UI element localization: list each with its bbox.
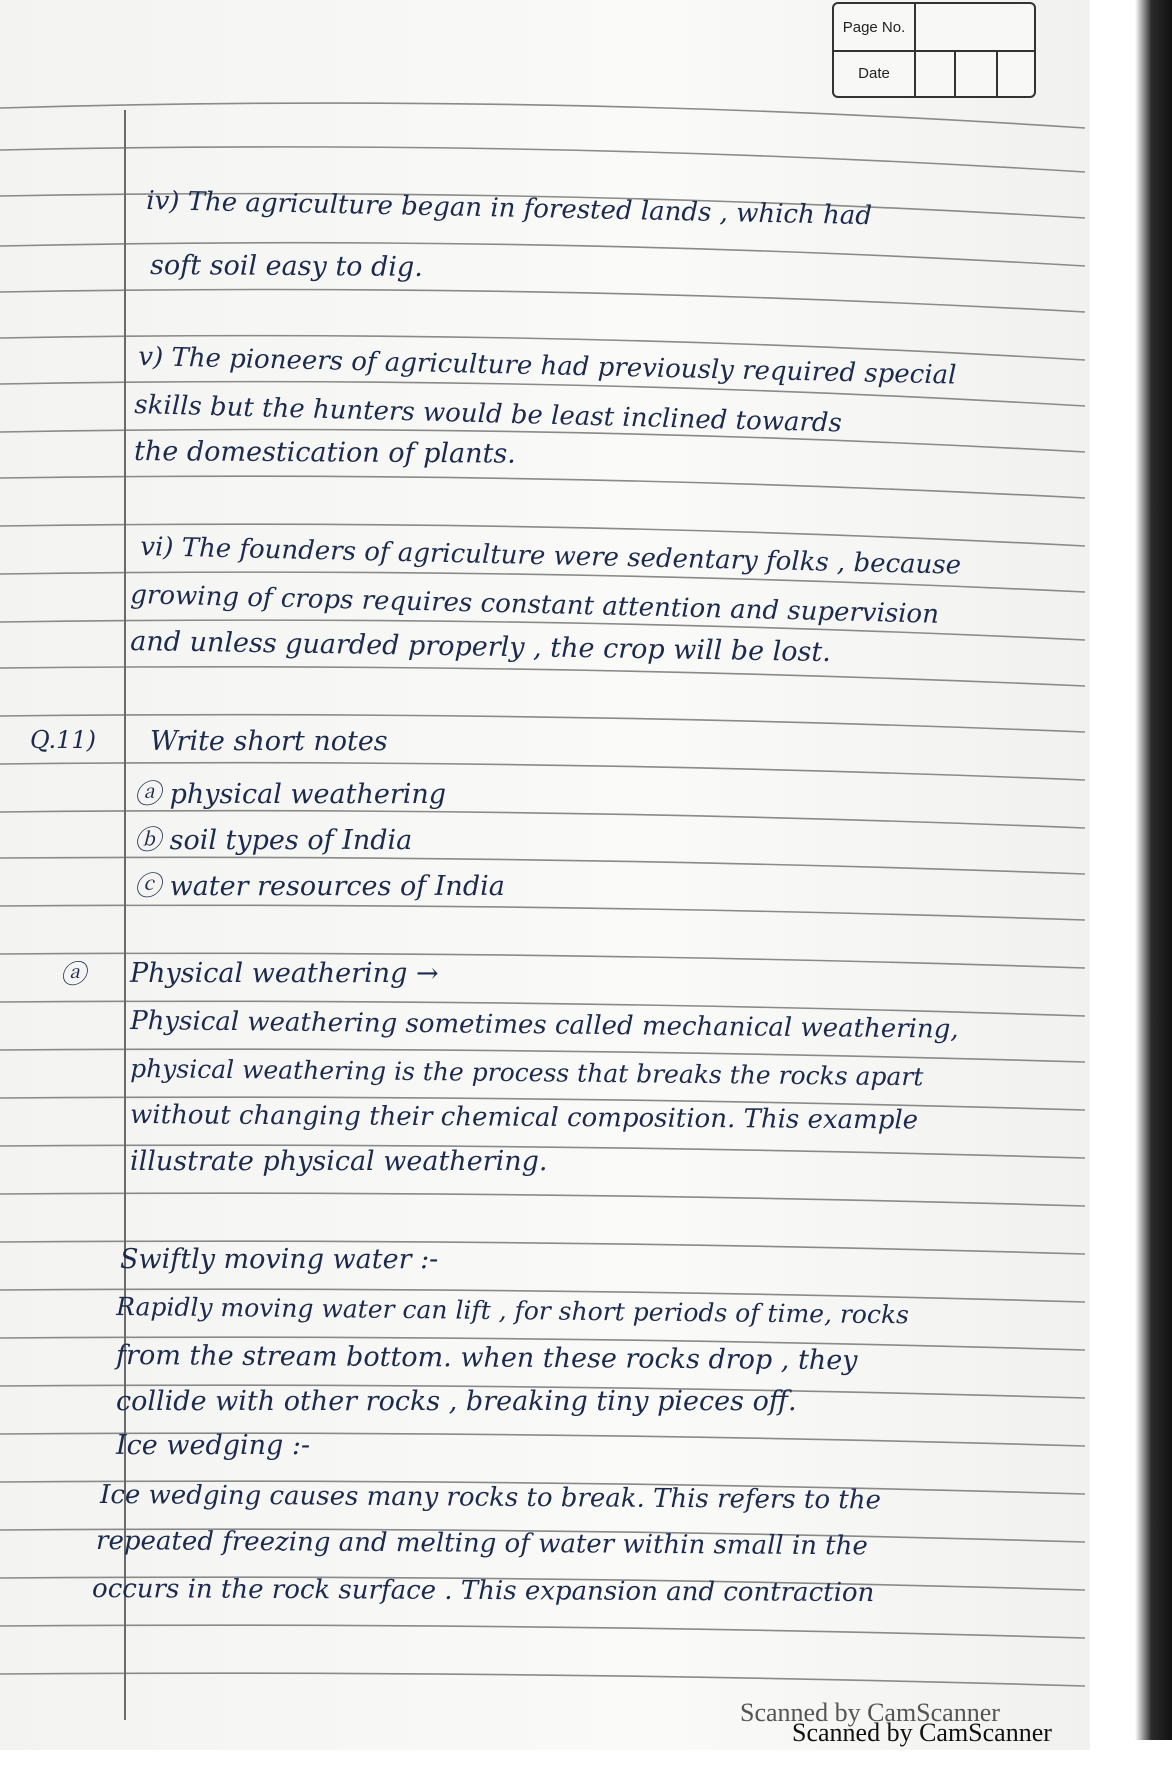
page-no-row [834, 4, 1034, 52]
margin-line [124, 110, 126, 1720]
text-line: repeated freezing and melting of water within small in the [96, 1526, 868, 1562]
text-line: iv) The agriculture began in forested lands , which had [146, 186, 873, 232]
text-line: physical weathering is the process that breaks the rocks apart [130, 1054, 924, 1092]
date-row [834, 50, 1034, 96]
text-line: illustrate physical weathering. [130, 1146, 548, 1177]
date-cell [914, 50, 956, 96]
date-label: Date [834, 50, 916, 96]
text-line: and unless guarded properly , the crop will be lost. [130, 626, 832, 669]
text-line: skills but the hunters would be least inclined towards [134, 390, 843, 439]
section-heading: Physical weathering → [130, 958, 439, 989]
text-line: Write short notes [150, 726, 388, 757]
date-cell [956, 50, 998, 96]
answer-label: ⓐ [60, 960, 87, 990]
text-line: Ice wedging causes many rocks to break. This refers to the [100, 1480, 882, 1516]
page-header-box [832, 2, 1036, 98]
text-line: ⓐ physical weathering [134, 779, 447, 810]
text-line: occurs in the rock surface . This expansion and contraction [92, 1574, 875, 1609]
text-line: vi) The founders of agriculture were sedentary folks , because [140, 532, 962, 581]
page-edge-shadow [1090, 0, 1172, 1740]
text-line: collide with other rocks , breaking tiny pieces off. [116, 1386, 797, 1417]
scanner-watermark: Scanned by CamScanner [792, 1718, 1052, 1747]
text-line: Rapidly moving water can lift , for short periods of time, rocks [116, 1292, 910, 1330]
text-line: the domestication of plants. [134, 436, 516, 470]
text-line: Physical weathering sometimes called mechanical weathering, [130, 1006, 959, 1045]
question-number: Q.11) [30, 726, 97, 754]
scanner-watermark-ghost: Scanned by CamScanner [740, 1698, 1000, 1727]
text-line: ⓑ soil types of India [134, 825, 413, 856]
section-heading: Ice wedging :- [116, 1430, 311, 1461]
section-heading: Swiftly moving water :- [120, 1244, 439, 1275]
text-line: v) The pioneers of agriculture had previously required special [138, 342, 957, 391]
text-line: ⓒ water resources of India [134, 871, 505, 902]
text-line: soft soil easy to dig. [150, 250, 423, 283]
text-line: from the stream bottom. when these rocks drop , they [116, 1340, 858, 1377]
text-line: without changing their chemical composition. This example [130, 1100, 919, 1136]
page-no-label: Page No. [834, 4, 916, 50]
text-line: growing of crops requires constant attention and supervision [130, 580, 940, 630]
